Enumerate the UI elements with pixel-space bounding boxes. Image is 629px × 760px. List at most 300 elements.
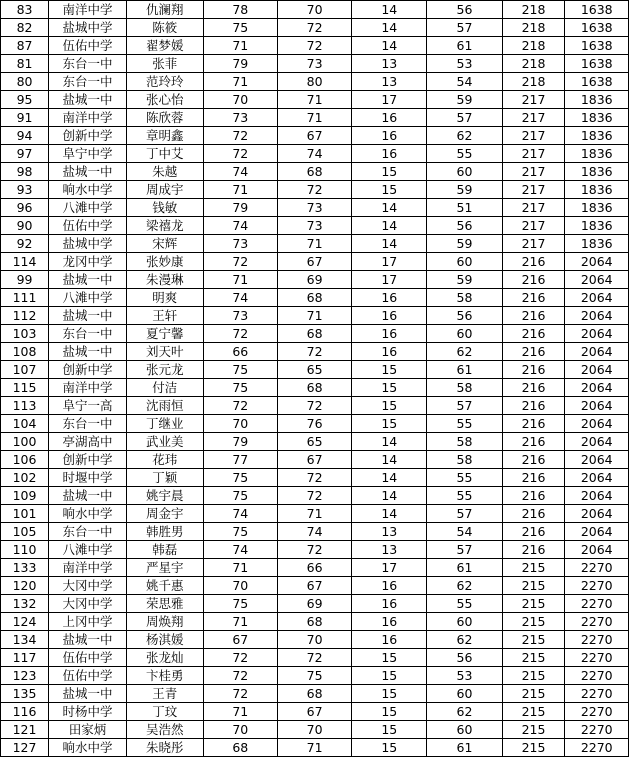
- score-3-cell: 13: [352, 541, 427, 559]
- rank-cell: 121: [1, 721, 49, 739]
- name-cell: 杨淇媛: [126, 631, 203, 649]
- total-cell: 217: [502, 181, 565, 199]
- score-4-cell: 54: [427, 523, 502, 541]
- table-row: [1, 325, 629, 343]
- rank-cell: 109: [1, 487, 49, 505]
- score-4-cell: 57: [427, 19, 502, 37]
- total-cell: 218: [502, 1, 565, 19]
- score-4-cell: 53: [427, 667, 502, 685]
- total-cell: 218: [502, 55, 565, 73]
- position-cell: 2064: [565, 397, 629, 415]
- score-3-cell: 15: [352, 685, 427, 703]
- name-cell: 梁禧龙: [126, 217, 203, 235]
- score-4-cell: 58: [427, 433, 502, 451]
- score-3-cell: 16: [352, 595, 427, 613]
- total-cell: 216: [502, 271, 565, 289]
- school-cell: 南洋中学: [49, 559, 127, 577]
- rank-cell: 110: [1, 541, 49, 559]
- position-cell: 2064: [565, 307, 629, 325]
- score-1-cell: 74: [203, 541, 277, 559]
- name-cell: 张心怡: [126, 91, 203, 109]
- score-2-cell: 69: [277, 271, 351, 289]
- score-4-cell: 62: [427, 703, 502, 721]
- score-2-cell: 68: [277, 289, 351, 307]
- score-4-cell: 57: [427, 397, 502, 415]
- score-3-cell: 14: [352, 505, 427, 523]
- school-cell: 创新中学: [49, 127, 127, 145]
- school-cell: 南洋中学: [49, 109, 127, 127]
- school-cell: 响水中学: [49, 739, 127, 757]
- name-cell: 周成宇: [126, 181, 203, 199]
- rank-cell: 104: [1, 415, 49, 433]
- name-cell: 宋辉: [126, 235, 203, 253]
- score-4-cell: 55: [427, 145, 502, 163]
- total-cell: 217: [502, 163, 565, 181]
- total-cell: 215: [502, 577, 565, 595]
- score-4-cell: 57: [427, 109, 502, 127]
- score-2-cell: 72: [277, 19, 351, 37]
- score-1-cell: 72: [203, 253, 277, 271]
- table-row: [1, 235, 629, 253]
- table-row: [1, 199, 629, 217]
- position-cell: 1836: [565, 181, 629, 199]
- score-2-cell: 68: [277, 685, 351, 703]
- score-2-cell: 71: [277, 91, 351, 109]
- name-cell: 明爽: [126, 289, 203, 307]
- score-2-cell: 75: [277, 667, 351, 685]
- name-cell: 范玲玲: [126, 73, 203, 91]
- school-cell: 南洋中学: [49, 379, 127, 397]
- score-1-cell: 68: [203, 739, 277, 757]
- name-cell: 张龙灿: [126, 649, 203, 667]
- total-cell: 216: [502, 451, 565, 469]
- total-cell: 216: [502, 523, 565, 541]
- score-2-cell: 67: [277, 253, 351, 271]
- name-cell: 章明鑫: [126, 127, 203, 145]
- score-4-cell: 51: [427, 199, 502, 217]
- position-cell: 2270: [565, 595, 629, 613]
- table-row: [1, 397, 629, 415]
- table-row: [1, 271, 629, 289]
- score-2-cell: 76: [277, 415, 351, 433]
- name-cell: 卞桂勇: [126, 667, 203, 685]
- score-3-cell: 17: [352, 559, 427, 577]
- table-row: [1, 19, 629, 37]
- table-row: [1, 649, 629, 667]
- total-cell: 216: [502, 361, 565, 379]
- rank-cell: 103: [1, 325, 49, 343]
- score-4-cell: 55: [427, 415, 502, 433]
- table-row: [1, 559, 629, 577]
- score-3-cell: 16: [352, 343, 427, 361]
- table-row: [1, 631, 629, 649]
- score-2-cell: 72: [277, 343, 351, 361]
- score-3-cell: 15: [352, 721, 427, 739]
- position-cell: 2270: [565, 613, 629, 631]
- position-cell: 1638: [565, 37, 629, 55]
- school-cell: 龙冈中学: [49, 253, 127, 271]
- score-4-cell: 59: [427, 181, 502, 199]
- total-cell: 216: [502, 415, 565, 433]
- rank-cell: 83: [1, 1, 49, 19]
- school-cell: 东台一中: [49, 523, 127, 541]
- score-3-cell: 15: [352, 703, 427, 721]
- total-cell: 217: [502, 199, 565, 217]
- table-row: [1, 703, 629, 721]
- school-cell: 盐城一中: [49, 343, 127, 361]
- score-1-cell: 75: [203, 595, 277, 613]
- score-3-cell: 16: [352, 145, 427, 163]
- score-4-cell: 53: [427, 55, 502, 73]
- rank-cell: 114: [1, 253, 49, 271]
- total-cell: 217: [502, 145, 565, 163]
- rank-cell: 105: [1, 523, 49, 541]
- school-cell: 盐城一中: [49, 685, 127, 703]
- position-cell: 2064: [565, 415, 629, 433]
- score-2-cell: 72: [277, 181, 351, 199]
- position-cell: 1638: [565, 19, 629, 37]
- score-3-cell: 16: [352, 109, 427, 127]
- name-cell: 花玮: [126, 451, 203, 469]
- rank-cell: 120: [1, 577, 49, 595]
- score-2-cell: 73: [277, 55, 351, 73]
- table-row: [1, 505, 629, 523]
- name-cell: 姚千惠: [126, 577, 203, 595]
- position-cell: 2270: [565, 577, 629, 595]
- table-row: [1, 127, 629, 145]
- position-cell: 2064: [565, 271, 629, 289]
- score-2-cell: 65: [277, 433, 351, 451]
- score-3-cell: 14: [352, 19, 427, 37]
- score-3-cell: 15: [352, 379, 427, 397]
- score-4-cell: 61: [427, 739, 502, 757]
- position-cell: 2064: [565, 469, 629, 487]
- rank-cell: 133: [1, 559, 49, 577]
- total-cell: 216: [502, 487, 565, 505]
- score-2-cell: 71: [277, 109, 351, 127]
- table-row: [1, 91, 629, 109]
- score-3-cell: 16: [352, 613, 427, 631]
- name-cell: 韩磊: [126, 541, 203, 559]
- rank-cell: 108: [1, 343, 49, 361]
- school-cell: 伍佑中学: [49, 217, 127, 235]
- position-cell: 1638: [565, 73, 629, 91]
- position-cell: 1836: [565, 145, 629, 163]
- score-3-cell: 16: [352, 631, 427, 649]
- rank-cell: 106: [1, 451, 49, 469]
- table-row: [1, 217, 629, 235]
- name-cell: 吴浩然: [126, 721, 203, 739]
- total-cell: 215: [502, 739, 565, 757]
- name-cell: 王青: [126, 685, 203, 703]
- score-4-cell: 62: [427, 127, 502, 145]
- name-cell: 刘天叶: [126, 343, 203, 361]
- score-4-cell: 62: [427, 631, 502, 649]
- school-cell: 时杨中学: [49, 703, 127, 721]
- rank-cell: 134: [1, 631, 49, 649]
- score-3-cell: 17: [352, 253, 427, 271]
- score-2-cell: 71: [277, 235, 351, 253]
- score-4-cell: 56: [427, 307, 502, 325]
- table-row: [1, 163, 629, 181]
- rank-cell: 123: [1, 667, 49, 685]
- score-2-cell: 72: [277, 649, 351, 667]
- rank-cell: 94: [1, 127, 49, 145]
- rank-cell: 111: [1, 289, 49, 307]
- total-cell: 217: [502, 235, 565, 253]
- rank-cell: 92: [1, 235, 49, 253]
- score-1-cell: 72: [203, 667, 277, 685]
- school-cell: 盐城中学: [49, 235, 127, 253]
- score-1-cell: 73: [203, 109, 277, 127]
- score-1-cell: 71: [203, 271, 277, 289]
- score-4-cell: 57: [427, 505, 502, 523]
- score-1-cell: 67: [203, 631, 277, 649]
- school-cell: 八滩中学: [49, 541, 127, 559]
- score-3-cell: 13: [352, 55, 427, 73]
- score-1-cell: 71: [203, 703, 277, 721]
- score-3-cell: 15: [352, 415, 427, 433]
- school-cell: 盐城一中: [49, 631, 127, 649]
- total-cell: 217: [502, 91, 565, 109]
- name-cell: 韩胜男: [126, 523, 203, 541]
- school-cell: 盐城一中: [49, 487, 127, 505]
- table-row: [1, 739, 629, 757]
- school-cell: 盐城一中: [49, 91, 127, 109]
- score-1-cell: 72: [203, 325, 277, 343]
- score-3-cell: 13: [352, 523, 427, 541]
- score-2-cell: 67: [277, 127, 351, 145]
- rank-cell: 91: [1, 109, 49, 127]
- name-cell: 张妙康: [126, 253, 203, 271]
- position-cell: 2064: [565, 253, 629, 271]
- score-2-cell: 68: [277, 379, 351, 397]
- score-2-cell: 70: [277, 631, 351, 649]
- name-cell: 姚宇晨: [126, 487, 203, 505]
- score-3-cell: 14: [352, 217, 427, 235]
- score-4-cell: 59: [427, 91, 502, 109]
- score-1-cell: 66: [203, 343, 277, 361]
- table-row: [1, 415, 629, 433]
- score-2-cell: 72: [277, 37, 351, 55]
- total-cell: 216: [502, 343, 565, 361]
- score-1-cell: 74: [203, 289, 277, 307]
- score-1-cell: 75: [203, 19, 277, 37]
- score-3-cell: 15: [352, 181, 427, 199]
- total-cell: 215: [502, 649, 565, 667]
- school-cell: 东台一中: [49, 73, 127, 91]
- rank-cell: 116: [1, 703, 49, 721]
- rank-cell: 82: [1, 19, 49, 37]
- table-row: [1, 487, 629, 505]
- score-3-cell: 15: [352, 361, 427, 379]
- position-cell: 1638: [565, 55, 629, 73]
- score-2-cell: 72: [277, 487, 351, 505]
- score-4-cell: 58: [427, 451, 502, 469]
- score-2-cell: 68: [277, 325, 351, 343]
- score-2-cell: 70: [277, 721, 351, 739]
- position-cell: 2064: [565, 343, 629, 361]
- score-table-body: [1, 1, 629, 757]
- school-cell: 盐城一中: [49, 271, 127, 289]
- total-cell: 215: [502, 721, 565, 739]
- school-cell: 盐城一中: [49, 307, 127, 325]
- total-cell: 216: [502, 253, 565, 271]
- position-cell: 1836: [565, 235, 629, 253]
- rank-cell: 132: [1, 595, 49, 613]
- name-cell: 仇澜翔: [126, 1, 203, 19]
- position-cell: 2270: [565, 721, 629, 739]
- rank-cell: 100: [1, 433, 49, 451]
- name-cell: 钱敏: [126, 199, 203, 217]
- score-4-cell: 55: [427, 595, 502, 613]
- score-3-cell: 15: [352, 667, 427, 685]
- score-2-cell: 73: [277, 217, 351, 235]
- position-cell: 1836: [565, 127, 629, 145]
- table-row: [1, 37, 629, 55]
- score-4-cell: 57: [427, 541, 502, 559]
- table-row: [1, 595, 629, 613]
- score-1-cell: 70: [203, 91, 277, 109]
- score-3-cell: 14: [352, 451, 427, 469]
- total-cell: 216: [502, 541, 565, 559]
- rank-cell: 127: [1, 739, 49, 757]
- table-row: [1, 307, 629, 325]
- score-4-cell: 55: [427, 469, 502, 487]
- score-3-cell: 16: [352, 325, 427, 343]
- total-cell: 217: [502, 127, 565, 145]
- score-4-cell: 54: [427, 73, 502, 91]
- total-cell: 215: [502, 667, 565, 685]
- score-1-cell: 71: [203, 181, 277, 199]
- score-2-cell: 67: [277, 703, 351, 721]
- name-cell: 荣思雅: [126, 595, 203, 613]
- school-cell: 伍佑中学: [49, 649, 127, 667]
- table-row: [1, 451, 629, 469]
- score-1-cell: 71: [203, 37, 277, 55]
- score-2-cell: 66: [277, 559, 351, 577]
- score-2-cell: 74: [277, 523, 351, 541]
- school-cell: 东台一中: [49, 325, 127, 343]
- table-row: [1, 667, 629, 685]
- name-cell: 丁继业: [126, 415, 203, 433]
- score-1-cell: 71: [203, 613, 277, 631]
- score-1-cell: 75: [203, 469, 277, 487]
- score-3-cell: 14: [352, 469, 427, 487]
- school-cell: 创新中学: [49, 361, 127, 379]
- score-4-cell: 60: [427, 613, 502, 631]
- score-2-cell: 80: [277, 73, 351, 91]
- name-cell: 朱晓彤: [126, 739, 203, 757]
- score-4-cell: 56: [427, 217, 502, 235]
- rank-cell: 113: [1, 397, 49, 415]
- rank-cell: 90: [1, 217, 49, 235]
- position-cell: 2064: [565, 541, 629, 559]
- score-1-cell: 75: [203, 523, 277, 541]
- school-cell: 伍佑中学: [49, 667, 127, 685]
- name-cell: 朱漫琳: [126, 271, 203, 289]
- score-4-cell: 59: [427, 271, 502, 289]
- total-cell: 218: [502, 37, 565, 55]
- rank-cell: 97: [1, 145, 49, 163]
- total-cell: 217: [502, 109, 565, 127]
- rank-cell: 115: [1, 379, 49, 397]
- score-1-cell: 79: [203, 55, 277, 73]
- rank-cell: 93: [1, 181, 49, 199]
- position-cell: 1638: [565, 1, 629, 19]
- score-2-cell: 72: [277, 397, 351, 415]
- score-2-cell: 72: [277, 469, 351, 487]
- name-cell: 丁玟: [126, 703, 203, 721]
- school-cell: 阜宁一高: [49, 397, 127, 415]
- name-cell: 丁颖: [126, 469, 203, 487]
- rank-cell: 81: [1, 55, 49, 73]
- score-2-cell: 65: [277, 361, 351, 379]
- rank-cell: 107: [1, 361, 49, 379]
- total-cell: 216: [502, 325, 565, 343]
- school-cell: 田家炳: [49, 721, 127, 739]
- position-cell: 2064: [565, 487, 629, 505]
- score-2-cell: 71: [277, 739, 351, 757]
- name-cell: 朱越: [126, 163, 203, 181]
- score-1-cell: 72: [203, 397, 277, 415]
- score-2-cell: 69: [277, 595, 351, 613]
- total-cell: 215: [502, 703, 565, 721]
- rank-cell: 117: [1, 649, 49, 667]
- table-row: [1, 109, 629, 127]
- position-cell: 2064: [565, 505, 629, 523]
- score-3-cell: 14: [352, 199, 427, 217]
- score-3-cell: 16: [352, 307, 427, 325]
- score-4-cell: 60: [427, 721, 502, 739]
- table-row: [1, 613, 629, 631]
- score-1-cell: 70: [203, 577, 277, 595]
- school-cell: 伍佑中学: [49, 37, 127, 55]
- position-cell: 1836: [565, 109, 629, 127]
- name-cell: 王轩: [126, 307, 203, 325]
- name-cell: 陈欣蓉: [126, 109, 203, 127]
- school-cell: 上冈中学: [49, 613, 127, 631]
- table-row: [1, 523, 629, 541]
- table-row: [1, 181, 629, 199]
- school-cell: 时堰中学: [49, 469, 127, 487]
- score-3-cell: 14: [352, 433, 427, 451]
- total-cell: 218: [502, 19, 565, 37]
- position-cell: 2064: [565, 289, 629, 307]
- name-cell: 周金宇: [126, 505, 203, 523]
- score-1-cell: 75: [203, 379, 277, 397]
- total-cell: 215: [502, 595, 565, 613]
- table-row: [1, 73, 629, 91]
- total-cell: 216: [502, 505, 565, 523]
- name-cell: 翟梦媛: [126, 37, 203, 55]
- position-cell: 1836: [565, 199, 629, 217]
- score-1-cell: 72: [203, 685, 277, 703]
- school-cell: 响水中学: [49, 181, 127, 199]
- position-cell: 2270: [565, 739, 629, 757]
- rank-cell: 95: [1, 91, 49, 109]
- school-cell: 创新中学: [49, 451, 127, 469]
- rank-cell: 135: [1, 685, 49, 703]
- position-cell: 2270: [565, 685, 629, 703]
- score-2-cell: 67: [277, 577, 351, 595]
- total-cell: 216: [502, 433, 565, 451]
- score-1-cell: 78: [203, 1, 277, 19]
- school-cell: 南洋中学: [49, 1, 127, 19]
- school-cell: 盐城一中: [49, 163, 127, 181]
- table-row: [1, 289, 629, 307]
- table-row: [1, 361, 629, 379]
